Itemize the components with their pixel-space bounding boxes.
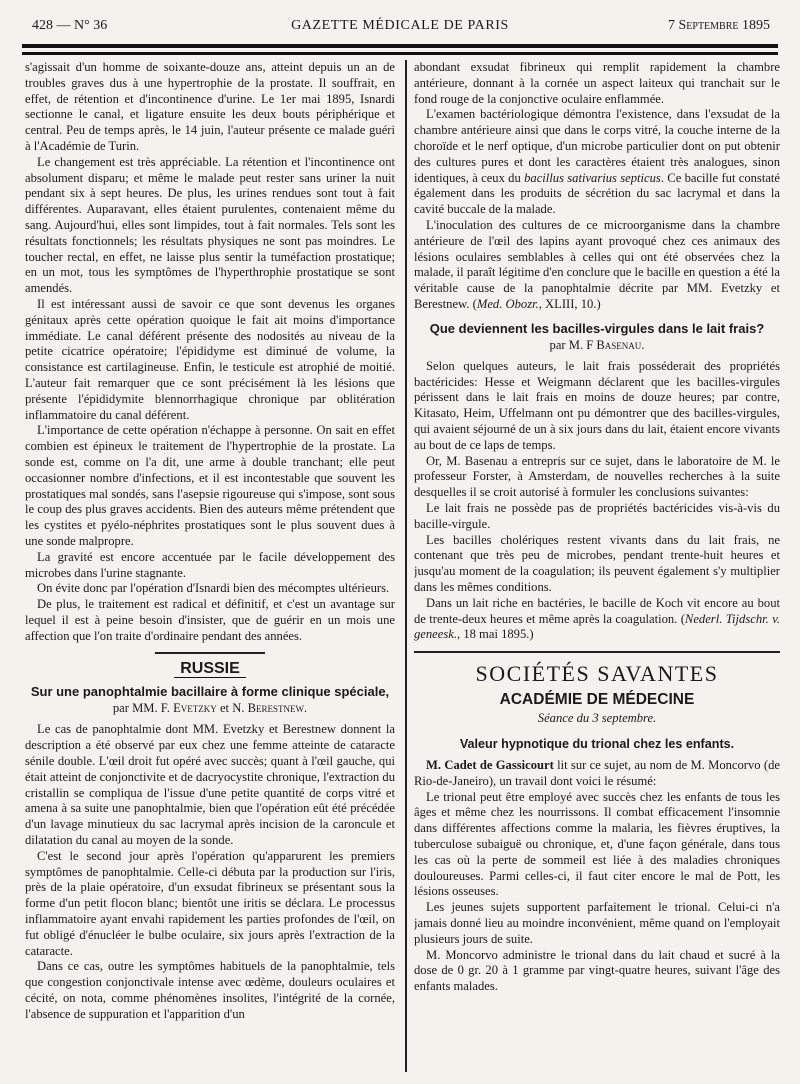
- paragraph: M. Cadet de Gassicourt lit sur ce sujet, au nom de M. Moncorvo (de Rio-de-Janeiro), un travail dont voici le résumé:: [414, 758, 780, 788]
- section-separator: [414, 651, 780, 653]
- article-title: Que deviennent les bacilles-virgules dans le lait frais?: [429, 320, 765, 336]
- paragraph: Dans ce cas, outre les symptômes habituels de la panophtalmie, tels que congestion conjonctivale intense avec œdème, douleurs oculaires et cécité, on nota, comme phénomènes insolites, l'intégrité de la cornée, l'absence de suppuration et l'apparition d'un: [25, 959, 395, 1021]
- paragraph: La gravité est encore accentuée par le facile développement des microbes dans l'urine stagnante.: [25, 549, 395, 580]
- article-byline: par M. F Basenau.: [549, 337, 645, 352]
- session-date: Séance du 3 septembre.: [537, 711, 657, 726]
- paragraph: L'importance de cette opération n'échappe à personne. On sait en effet combien est épineux le traitement de l'hypertrophie de la prostate. La sonde est, comme on l'a dit, une arme à double tranchant; elle peut occasionner nombre d'infections, et il est incontestable que souvent les prostatiques mal sondés, sans l'asepsie rigoureuse qui s'impose, sont sous le coup des plus graves accidents. Bien des auteurs même prétendent que les cystites et pyélo-néphrites prostatiques sont le plus souvent dues à une sonde malpropre.: [25, 423, 395, 548]
- paragraph: M. Moncorvo administre le trional dans du lait chaud et sucré à la dose de 0 gr. 20 à 1 gramme par vingt-quatre heures, suivant l'âge des enfants malades.: [414, 947, 780, 994]
- paragraph: De plus, le traitement est radical et définitif, et c'est un avantage sur lequel il est à peine besoin d'insister, que de guérir en un mois une affection que l'on traite d'ordinaire pendant des années.: [25, 597, 395, 643]
- topic-heading: Valeur hypnotique du trional chez les enfants.: [459, 737, 735, 752]
- paragraph: Il est intéressant aussi de savoir ce que sont devenus les organes génitaux après cette opération quoique le fait ait moins d'importance immédiate. Le canal déférent présente des nodosités au niveau de la petite cicatrice opératoire; l'épididyme est diminué de volume, la consistance est cartilagineuse. Enfin, le testicule est atrophié de moitié. L'auteur fait remarquer que ce sont précisément là les lésions que présente l'épididymite blennorrhagique chronique par oblitération inflammatoire du canal déférent.: [25, 296, 395, 422]
- paragraph: Le trional peut être employé avec succès chez les enfants de tous les âges et même chez les nourrissons. Il combat efficacement l'insomnie dans différentes affections comme la malaria, les fièvres éruptives, la tuberculose subaiguë ou chronique, et, d'une façon générale, dans tous les cas où la perte de sommeil est liée à des maladies chroniques douloureuses. Parmi celles-ci, il faut citer encore le mal de Pott, les lésions osseuses.: [414, 789, 780, 899]
- section-separator: [155, 652, 265, 654]
- issue-date: 7 Septembre 1895: [667, 18, 770, 33]
- page-header: [22, 16, 778, 36]
- paragraph: L'examen bactériologique démontra l'existence, dans l'exsudat de la chambre antérieure ainsi que dans le corps vitré, la couche interne de la choroïde et le nerf optique, d'un microbe particulier dont on put obtenir des cultures pures et dont les caractères étaient très analogues, sinon identiques, à ceux du bacillus sativarius septicus. Ce bacille fut constaté également dans les produits de sécrétion du sac lacrymal et dans la cavité buccale de la malade.: [414, 107, 780, 217]
- header-rule-thin: [22, 52, 778, 55]
- page-number: 428 — N° 36: [32, 18, 108, 33]
- header-rule-thick: [22, 44, 778, 48]
- paragraph: Le changement est très appréciable. La rétention et l'incontinence ont absolument disparu; et même le malade peut rester sans uriner la nuit pendant six à sept heures. De plus, les urines rendues sont tout à fait différentes. Auparavant, elles étaient purulentes, contenaient même du sang. Aujourd'hui, elles sont limpides, tout à fait normales. Tels sont les résultats fonctionnels; les résultats physiques ne sont pas moindres. Le toucher rectal, en effet, ne laisse plus sentir la tuméfaction prostatique; en un mot, tous les symptômes de l'hyperthrophie prostatique se sont amendés.: [25, 154, 395, 296]
- paragraph: On évite donc par l'opération d'Isnardi bien des mécomptes ultérieurs.: [37, 581, 390, 596]
- section-heading-societes: SOCIÉTÉS SAVANTES: [475, 661, 719, 687]
- speaker-name: M. Cadet de Gassicourt: [426, 758, 554, 773]
- journal-title: GAZETTE MÉDICALE DE PARIS: [291, 18, 509, 33]
- article-title: Sur une panophtalmie bacillaire à forme clinique spéciale,: [30, 684, 390, 700]
- paragraph: Les jeunes sujets supportent parfaitement le trional. Celui-ci n'a jamais donné lieu au moindre inconvénient, même quand on l'employait plusieurs jours de suite.: [414, 900, 780, 946]
- paragraph: Selon quelques auteurs, le lait frais posséderait des propriétés bactéricides: Hesse et Weigmann déclarent que les bacilles-virgules périssent dans le lait frais en moins de douze heures; par contre, Kitasato, Heim, Uffelmann ont pu démontrer que des bacilles-virgules, qui avaient séjourné de un à six jours dans du lait, étaient encore vivants au bout de ce laps de temps.: [414, 358, 780, 452]
- paragraph: Les bacilles cholériques restent vivants dans du lait frais, ne contenant que très peu de microbes, pendant trente-huit heures et jusqu'au moment de la coagulation; ils peuvent également s'y multiplier dans les mêmes conditions.: [414, 532, 780, 594]
- paragraph: Le cas de panophtalmie dont MM. Evetzky et Berestnew donnent la description a été observé par eux chez une femme atteinte de cataracte sénile double. L'œil droit fut opéré avec succès; quant à l'œil gauche, qui était atteint de conjonctivite et de dacryocystite chronique, l'extraction du cristallin se compliqua de l'issue d'une petite quantité de corps vitré et amena à sa suite une panophtalmie, bien que l'opération eût été précédée d'un lavage minutieux du sac lacrymal après incision de la caroncule et dilatation du canal au moyen de la sonde.: [25, 722, 395, 848]
- paragraph: Dans un lait riche en bactéries, le bacille de Koch vit encore au bout de trente-deux heures et même après la coagulation. (Nederl. Tijdschr. v. geneesk., 18 mai 1895.): [414, 595, 780, 642]
- paragraph: Le lait frais ne possède pas de propriétés bactéricides vis-à-vis du bacille-virgule.: [414, 500, 780, 531]
- author-name: F. Evetzky: [160, 701, 217, 716]
- column-divider: [405, 60, 407, 1072]
- author-name: Basenau.: [596, 337, 645, 352]
- left-column: [25, 60, 395, 1074]
- right-column: [414, 60, 780, 1074]
- paragraph: Or, M. Basenau a entrepris sur ce sujet, dans le laboratoire de M. le professeur Forster, à Amsterdam, de nouvelles recherches à la suite desquelles il se croit autorisé à formuler les conclusions suivantes:: [414, 453, 780, 500]
- citation: Med. Obozr.: [476, 296, 539, 311]
- species-name: bacillus sativarius septicus: [524, 170, 661, 185]
- article-byline: par MM. F. Evetzky et N. Berestnew.: [112, 701, 308, 716]
- section-heading-russie: RUSSIE: [25, 660, 395, 678]
- author-name: N. Berestnew.: [232, 701, 308, 716]
- paragraph: C'est le second jour après l'opération qu'apparurent les premiers symptômes de panophtalmie. Celle-ci débuta par la production sur l'iris, près de la plaie opératoire, d'un exsudat fibrineux se présentant sous la forme d'un petit flocon blanc; bientôt une iritis se déclara. Le processus inflammatoire ayant envahi rapidement les parties profondes de l'œil, on fut obligé d'énucléer le bulbe oculaire, six jours après l'extraction de la cataracte.: [25, 848, 395, 958]
- paragraph: abondant exsudat fibrineux qui remplit rapidement la chambre antérieure, donnant à la cornée un aspect laiteux qui tranchait sur le fond rouge de la conjonctive oculaire enflammée.: [414, 60, 780, 106]
- paragraph: s'agissait d'un homme de soixante-douze ans, atteint depuis un an de troubles graves dus à une hypertrophie de la prostate. Il souffrait, en effet, de rétention et d'incontinence d'urine. Le 1er mai 1895, Isnardi sectionne le canal, et ligature ensuite les deux bouts périphérique et central. Peu de temps après, le 14 juin, l'auteur présente ce malade guéri à l'Académie de Turin.: [25, 60, 395, 153]
- paragraph: L'inoculation des cultures de ce microorganisme dans la chambre antérieure de l'œil des lapins ayant provoqué chez ces animaux des lésions oculaires semblables à celles qui ont été observées chez la malade, il paraît légitime d'en conclure que le bacille en question a été la véritable cause de la panophtalmie décrite par MM. Evetzky et Berestnew. (Med. Obozr., XLIII, 10.): [414, 217, 780, 311]
- citation: Nederl. Tijdschr. v. geneesk.: [414, 611, 780, 642]
- academy-heading: ACADÉMIE DE MÉDECINE: [499, 691, 695, 709]
